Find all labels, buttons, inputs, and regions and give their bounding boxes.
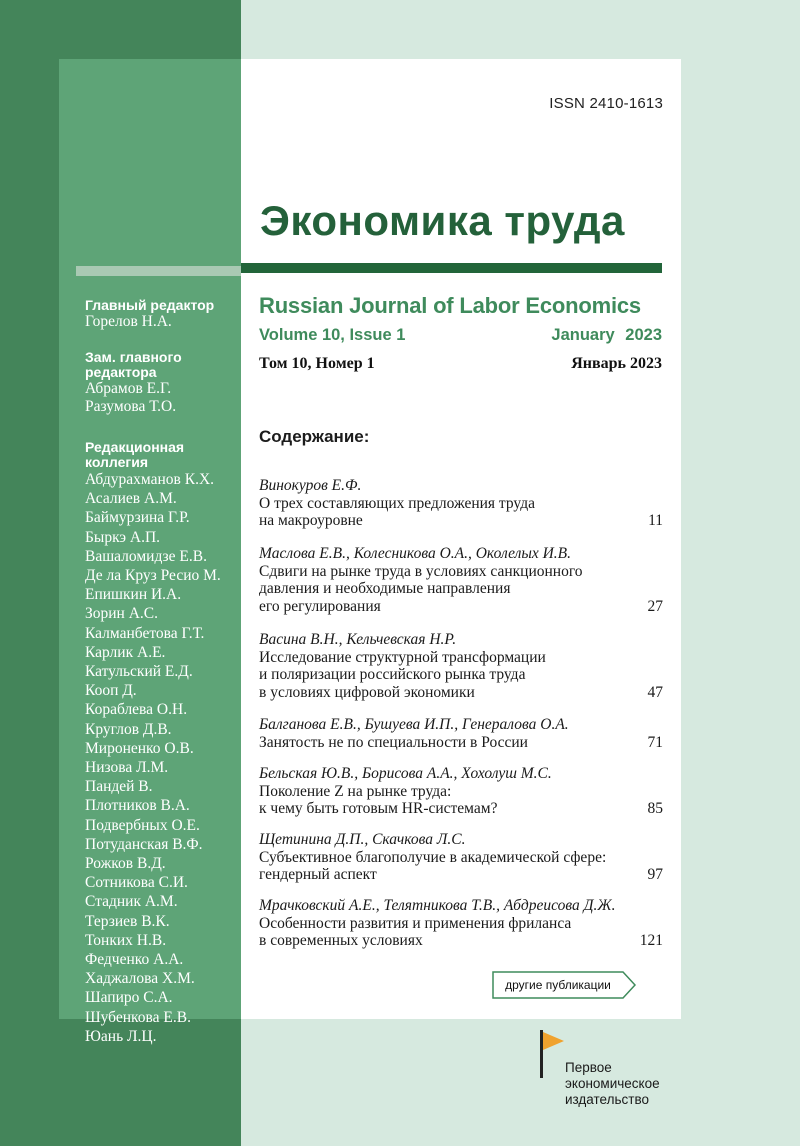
toc-title-line: Сдвиги на рынке труда в условиях санкционного (259, 562, 583, 580)
toc-title-line: Субъективное благополучие в академической сфере: (259, 848, 607, 866)
issn-label: ISSN 2410-1613 (549, 95, 663, 112)
toc-title-line: Исследование структурной трансформации (259, 648, 546, 666)
editorial-board-member: Кооп Д. (85, 682, 137, 700)
editorial-board-member: Подвербных О.Е. (85, 816, 200, 834)
toc-entry[interactable] (259, 631, 663, 701)
toc-page-number: 71 (647, 733, 663, 751)
publisher-name: Первое экономическое издательство (565, 1060, 660, 1107)
toc-title-line: О трех составляющих предложения труда (259, 494, 535, 512)
editorial-board-member: Катульский Е.Д. (85, 663, 193, 681)
toc-authors: Винокуров Е.Ф. (259, 477, 362, 494)
editorial-board-member: Плотников В.А. (85, 797, 190, 815)
editorial-board-member: Стадник А.М. (85, 893, 178, 911)
editorial-board-member: Епишкин И.А. (85, 586, 182, 604)
editorial-board-heading: коллегия (85, 454, 149, 470)
editorial-board-member: Зорин А.С. (85, 605, 159, 623)
toc-page-number: 121 (639, 932, 663, 949)
deputy-editor-heading: Зам. главного (85, 349, 182, 365)
toc-authors: Васина В.Н., Кельчевская Н.Р. (259, 631, 457, 648)
editorial-board-member: Федченко А.А. (85, 951, 184, 969)
toc-authors: Бельская Ю.В., Борисова А.А., Хохолуш М.С. (259, 765, 552, 782)
editorial-board-member: Шубенкова Е.В. (85, 1008, 191, 1026)
more-publications-label: другие публикации (505, 978, 611, 992)
toc-entry[interactable] (259, 477, 663, 530)
title-divider (241, 263, 662, 273)
editorial-board-member: Вашаломидзе Е.В. (85, 547, 207, 565)
toc-title-line: на макроуровне (259, 512, 363, 529)
sidebar-accent-bar (76, 266, 241, 276)
editorial-board-member: Тонких Н.В. (85, 931, 167, 949)
editorial-board-member: Мироненко О.В. (85, 739, 194, 757)
toc-entry[interactable] (259, 716, 663, 751)
deputy-editor-heading: редактора (85, 364, 157, 380)
toc-title-line: его регулирования (259, 597, 381, 615)
editorial-board-member: Баймурзина Г.Р. (85, 509, 190, 527)
editorial-board-member: Сотникова С.И. (85, 874, 188, 892)
flag-icon (540, 1030, 566, 1080)
toc-entry[interactable] (259, 831, 663, 884)
editorial-board-member: Терзиев В.К. (85, 912, 170, 930)
editorial-board-member: Круглов Д.В. (85, 720, 172, 738)
toc-title-line: гендерный аспект (259, 866, 377, 883)
chief-editor-heading: Главный редактор (85, 297, 215, 313)
toc-title-line: Занятость не по специальности в России (259, 733, 528, 751)
editorial-board-member: Асалиев А.М. (85, 490, 177, 508)
deputy-editor-name: Абрамов Е.Г. (85, 380, 172, 397)
toc-title-line: Поколение Z на рынке труда: (259, 782, 452, 800)
editorial-board-member: Быркэ А.П. (85, 528, 161, 546)
toc-page-number: 27 (647, 597, 663, 615)
toc-title-line: в условиях цифровой экономики (259, 683, 475, 701)
toc-title-line: Особенности развития и применения фриланса (259, 914, 572, 932)
publisher-logo (540, 1030, 700, 1110)
toc-entry[interactable] (259, 545, 663, 615)
toc-title-line: и поляризации российского рынка труда (259, 666, 526, 683)
editorial-board-member: Карлик А.Е. (85, 643, 166, 661)
editorial-board-member: Юань Л.Ц. (85, 1027, 157, 1045)
more-publications-button[interactable] (492, 971, 636, 999)
editorial-board-member: Хаджалова Х.М. (85, 970, 195, 988)
chief-editor-block (85, 298, 235, 331)
toc-page-number: 47 (647, 683, 663, 701)
editorial-board-member: Низова Л.М. (85, 759, 169, 777)
toc-entry[interactable] (259, 765, 663, 818)
chief-editor-name: Горелов Н.А. (85, 313, 172, 330)
editorial-board-list (85, 470, 235, 1046)
toc-title-line: в современных условиях (259, 932, 423, 949)
toc-authors: Маслова Е.В., Колесникова О.А., Околелых И.В. (259, 545, 572, 562)
volume-issue-ru: Том 10, Номер 1 (259, 355, 375, 372)
editorial-board-member: Калманбетова Г.Т. (85, 624, 205, 642)
toc-page-number: 97 (647, 866, 663, 883)
toc-entry[interactable] (259, 897, 663, 950)
toc-page-number: 11 (648, 512, 663, 529)
editorial-board-member: Шапиро С.А. (85, 989, 173, 1007)
issue-date-en: January 2023 (551, 326, 662, 344)
editorial-board-member: Кораблева О.Н. (85, 701, 188, 719)
journal-title-ru: Экономика труда (260, 197, 625, 244)
editorial-board-member: Потуданская В.Ф. (85, 835, 203, 853)
deputy-editors-block (85, 350, 235, 416)
toc-authors: Щетинина Д.П., Скачкова Л.С. (259, 831, 466, 848)
toc-authors: Мрачковский А.Е., Телятникова Т.В., Абдреисова Д.Ж. (259, 897, 616, 914)
toc-page-number: 85 (647, 800, 663, 817)
volume-issue-en: Volume 10, Issue 1 (259, 326, 406, 344)
editorial-board-member: Рожков В.Д. (85, 855, 166, 873)
editorial-board-heading: Редакционная (85, 439, 185, 455)
toc-authors: Балганова Е.В., Бушуева И.П., Генералова О.А. (259, 716, 569, 733)
deputy-editor-name: Разумова Т.О. (85, 398, 177, 415)
issue-date-ru: Январь 2023 (571, 355, 662, 372)
editorial-board-block (85, 440, 235, 1046)
cover-main-panel (241, 59, 681, 1019)
editorial-board-member: Де ла Круз Ресио М. (85, 567, 221, 585)
editorial-board-member: Абдурахманов К.Х. (85, 471, 215, 488)
contents-heading: Содержание: (259, 427, 370, 446)
editorial-board-member: Пандей В. (85, 778, 153, 796)
toc-title-line: давления и необходимые направления (259, 580, 511, 597)
journal-title-en: Russian Journal of Labor Economics (259, 293, 641, 318)
toc-title-line: к чему быть готовым HR-системам? (259, 800, 498, 817)
